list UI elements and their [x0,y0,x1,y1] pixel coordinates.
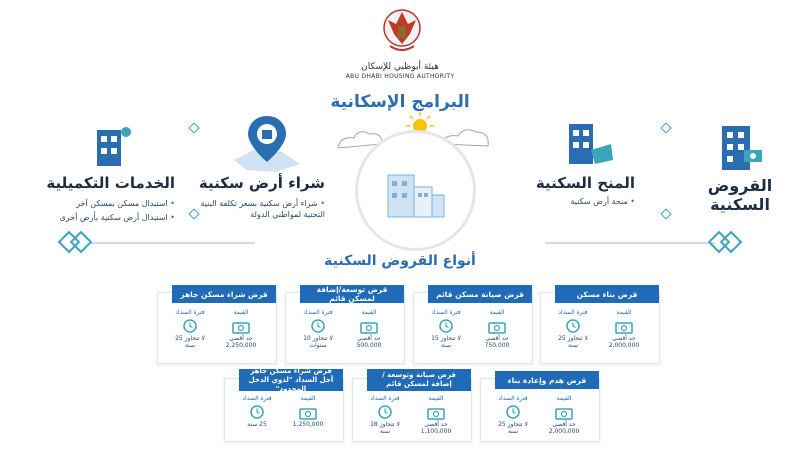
program-title-loans: القروض السكنية [707,176,773,214]
loan-card [352,371,472,442]
loan-period: لا تتجاوز 10 سنوات [303,335,333,349]
loan-value: حد أقصى 2,250,000 [225,335,257,349]
loan-card [157,289,277,364]
loan-period: لا تتجاوز 25 سنة [558,335,588,349]
buildings-illustration [380,165,450,220]
loan-card [480,375,600,442]
loan-card [224,366,344,442]
loan-building-icon [718,122,764,172]
value-label: القيمة [489,309,505,316]
abu-dhabi-emblem-logo [372,4,432,60]
loan-card [285,285,405,364]
program-bullet-land-cost: • شراء أرض سكنية بسعر تكلفة البنية التحتية لمواطني الدولة [190,198,325,220]
grant-building-icon [565,120,615,168]
period-label: فترة السداد [303,309,333,316]
loan-period: لا تتجاوز 15 سنة [431,335,461,349]
period-label: فترة السداد [175,309,205,316]
value-label: القيمة [300,395,316,402]
map-pin-land-icon [232,112,302,174]
org-name-arabic: هيئة أبوظبي للإسكان [361,62,439,72]
loan-card-title: قرض صيانة وتوسعة / إضافة لمسكن قائم [367,369,471,391]
program-bullet-home-exchange: • استبدال مسكن بمسكن آخر [30,198,175,209]
program-title-land-purchase: شراء أرض سكنية [198,174,325,192]
loan-period: لا تتجاوز 25 سنة [175,335,205,349]
separator-diamond [660,122,671,133]
value-label: القيمة [556,395,572,402]
loan-card [540,289,660,364]
loan-value: حد أقصى 1,100,000 [420,421,452,435]
loan-card-title: قرض شراء مسكن جاهز [172,285,276,303]
value-label: القيمة [361,309,377,316]
period-label: فترة السداد [431,309,461,316]
loan-card-title: قرض شراء مسكن جاهز أجل السداد "لذوي الدخل المحدود" [239,369,343,391]
loan-card-title: قرض بناء مسكن [555,285,659,303]
loan-value: 1,250,000 [292,421,324,428]
loan-value: حد أقصى 500,000 [356,335,382,349]
org-name-english: ABU DHABI HOUSING AUTHORITY [345,73,455,80]
value-label: القيمة [428,395,444,402]
services-building-icon [93,122,133,168]
separator-diamond [660,208,671,219]
period-label: فترة السداد [558,309,588,316]
value-label: القيمة [616,309,632,316]
loan-value: حد أقصى 2,000,000 [608,335,640,349]
program-bullet-grant-land: • منحة أرض سكنية [500,196,635,207]
period-label: فترة السداد [370,395,400,402]
separator-diamond [188,122,199,133]
program-title-grants: المنح السكنية [535,174,635,192]
value-label: القيمة [233,309,249,316]
loan-period: لا تتجاوز 18 سنة [370,421,400,435]
loan-card [413,289,533,364]
loan-value: حد أقصى 2,000,000 [548,421,580,435]
loan-period: 25 سنة [247,421,267,428]
page-title: البرامج الإسكانية [330,92,470,112]
loan-types-title: أنواع القروض السكنية [324,253,476,269]
loan-card-title: قرض هدم وإعادة بناء [495,371,599,389]
loan-card-title: قرض صيانة مسكن قائم [428,285,532,303]
program-bullet-land-exchange: • استبدال أرض سكنية بأرض أخرى [30,212,175,223]
period-label: فترة السداد [498,395,528,402]
loan-period: لا تتجاوز 25 سنة [498,421,528,435]
loan-card-title: قرض توسعة/إضافة لمسكن قائم [300,285,404,303]
period-label: فترة السداد [242,395,272,402]
loan-value: حد أقصى 750,000 [484,335,510,349]
program-title-complementary-services: الخدمات التكميلية [46,174,175,192]
